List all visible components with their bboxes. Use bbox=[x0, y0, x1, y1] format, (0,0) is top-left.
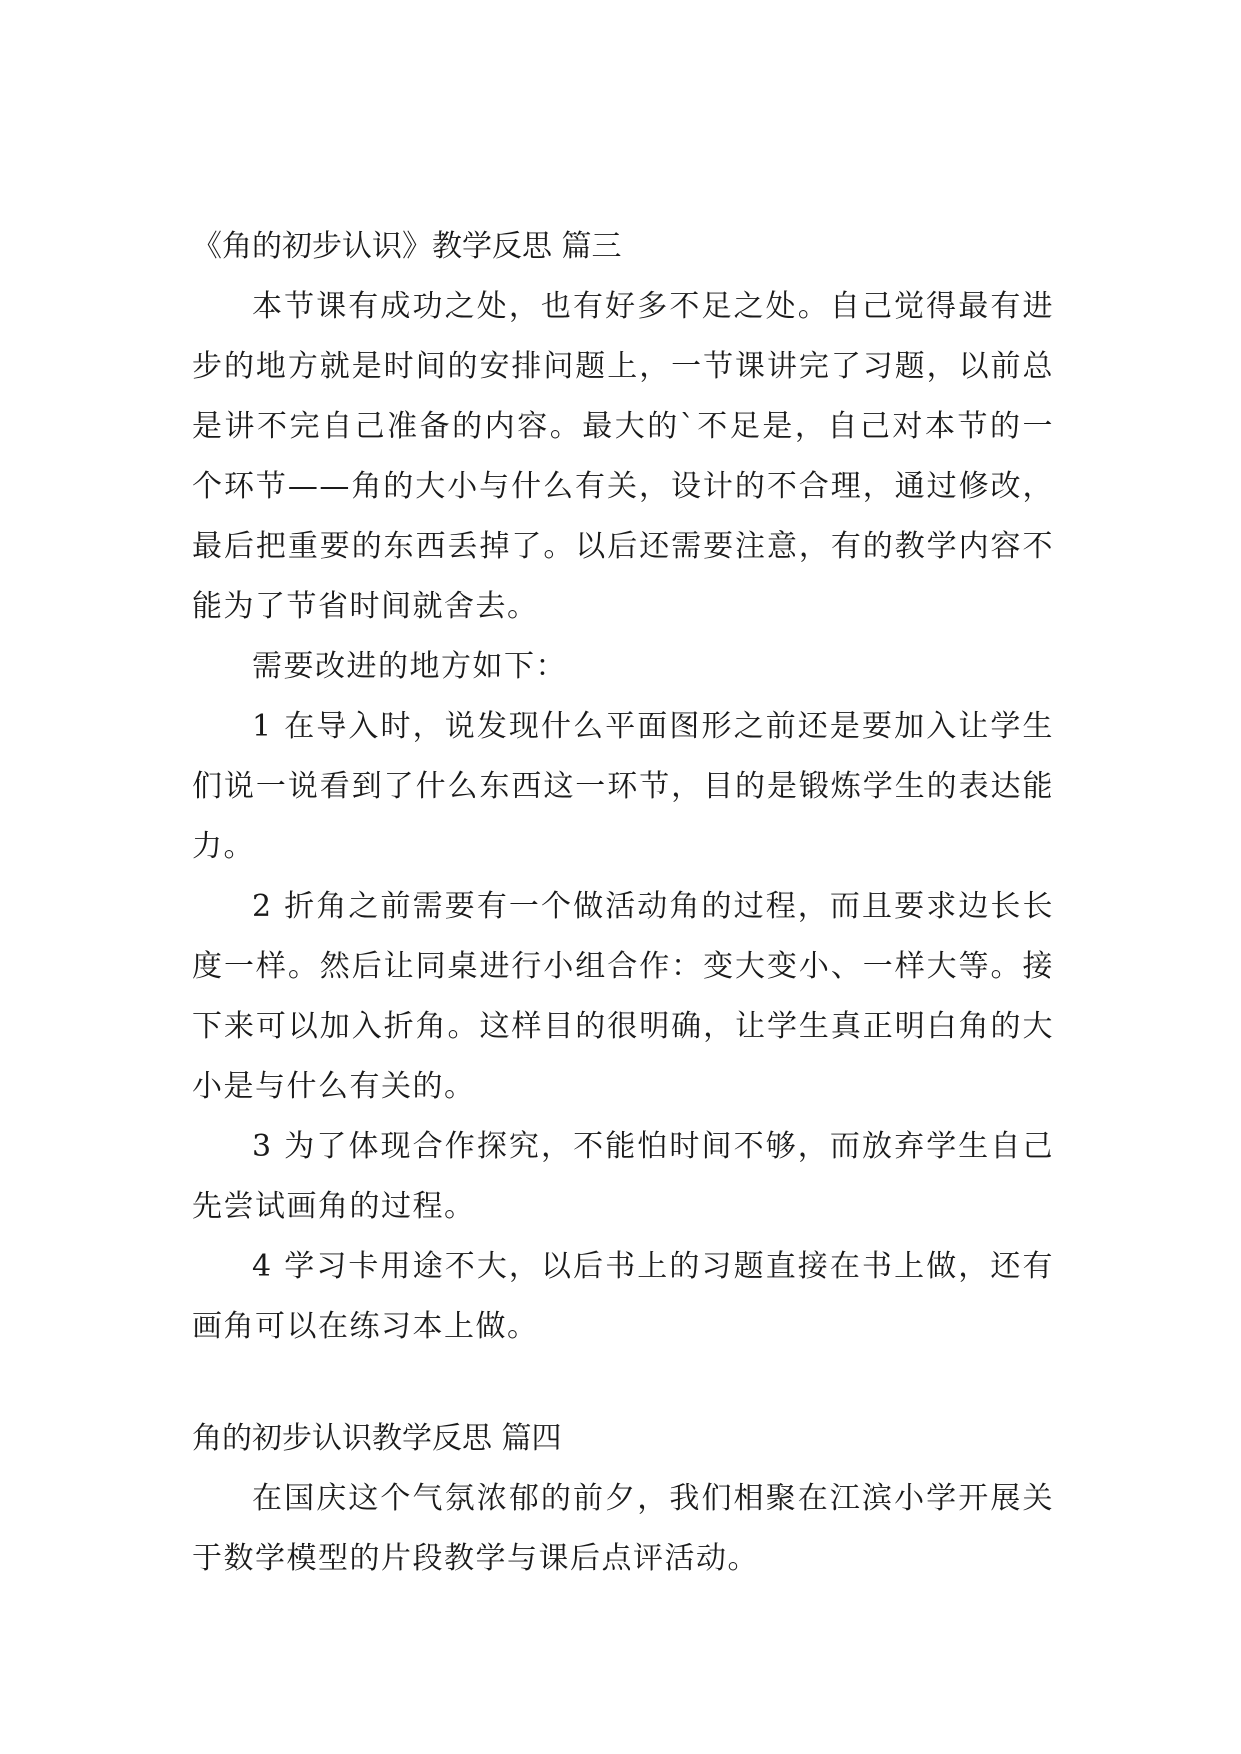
list-item-3: 3 为了体现合作探究，不能怕时间不够，而放弃学生自己先尝试画角的过程。 bbox=[192, 1129, 1054, 1224]
list-item-2: 2 折角之前需要有一个做活动角的过程，而且要求边长长度一样。然后让同桌进行小组合作：变大变小、一样大等。接下来可以加入折角。这样目的很明确，让学生真正明白角的大小是与什么有关的。 bbox=[192, 889, 1054, 1104]
paragraph: 在国庆这个气氛浓郁的前夕，我们相聚在江滨小学开展关于数学模型的片段教学与课后点评活动。 bbox=[192, 1481, 1054, 1576]
document-body bbox=[192, 217, 1054, 1589]
list-item-1: 1 在导入时，说发现什么平面图形之前还是要加入让学生们说一说看到了什么东西这一环节，目的是锻炼学生的表达能力。 bbox=[192, 709, 1054, 864]
section-spacer bbox=[192, 1357, 1054, 1409]
list-item-4: 4 学习卡用途不大，以后书上的习题直接在书上做，还有画角可以在练习本上做。 bbox=[192, 1249, 1054, 1344]
paragraph: 本节课有成功之处，也有好多不足之处。自己觉得最有进步的地方就是时间的安排问题上，一节课讲完了习题，以前总是讲不完自己准备的内容。最大的`不足是，自己对本节的一个环节——角的大小与什么有关，设计的不合理，通过修改，最后把重要的东西丢掉了。以后还需要注意，有的教学内容不能为了节省时间就舍去。 bbox=[192, 289, 1054, 624]
section-title-4: 角的初步认识教学反思 篇四 bbox=[192, 1421, 562, 1456]
paragraph: 需要改进的地方如下： bbox=[252, 649, 567, 684]
section-title-3: 《角的初步认识》教学反思 篇三 bbox=[192, 229, 622, 264]
